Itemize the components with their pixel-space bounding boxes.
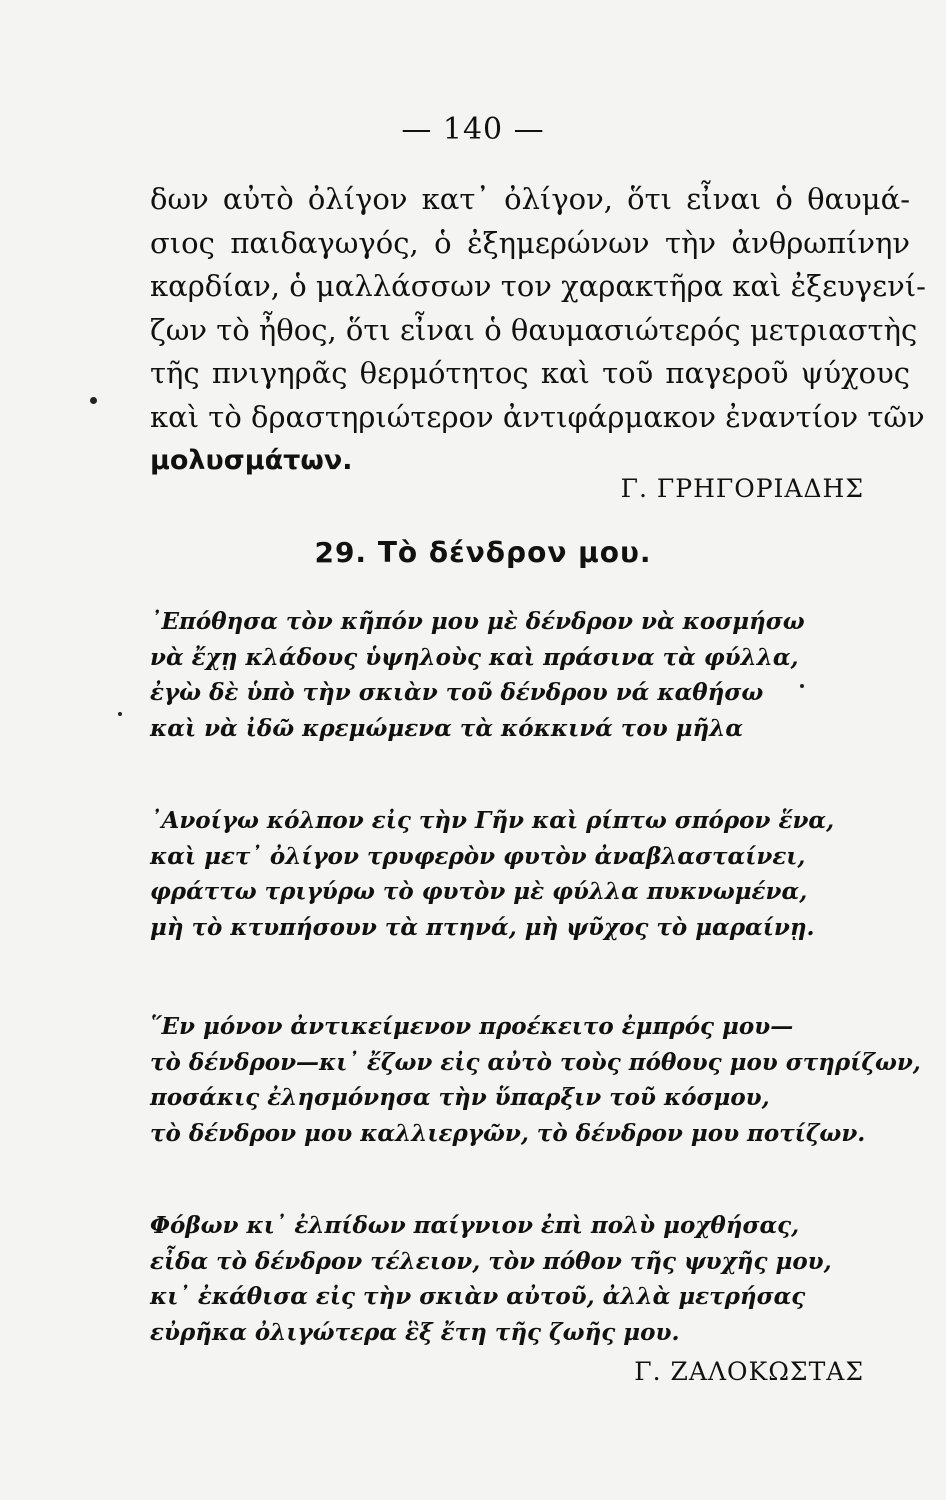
- poem-author: Γ. ΖΑΛΟΚΩΣΤΑΣ: [634, 1357, 864, 1386]
- verse-line: Φόβων κι᾽ ἐλπίδων παίγνιον ἐπὶ πολὺ μοχθήσας,: [150, 1212, 800, 1239]
- prose-line: μολυσμάτων.: [150, 445, 353, 476]
- verse-line: ἐγὼ δὲ ὑπὸ τὴν σκιὰν τοῦ δένδρου νά καθήσω: [150, 679, 764, 706]
- verse-line: καὶ μετ᾽ ὀλίγον τρυφερὸν φυτὸν ἀναβλασταίνει,: [150, 842, 806, 870]
- prose-line: τῆς πνιγηρᾶς θερμότητος καὶ τοῦ παγεροῦ ψύχους: [150, 356, 910, 390]
- verse-line: ποσάκις ἐλησμόνησα τὴν ὕπαρξιν τοῦ κόσμου,: [150, 1084, 770, 1111]
- ink-speck: [90, 397, 97, 404]
- poem-stanza: [150, 1208, 920, 1350]
- verse-line: μὴ τὸ κτυπήσουν τὰ πτηνά, μὴ ψῦχος τὸ μαραίνῃ.: [150, 913, 815, 941]
- verse-line: κι᾽ ἐκάθισα εἰς τὴν σκιὰν αὐτοῦ, ἀλλὰ μετρήσας: [150, 1283, 806, 1310]
- poem-stanza: [150, 604, 920, 746]
- prose-line: δων αὐτὸ ὀλίγον κατ᾽ ὀλίγον, ὅτι εἶναι ὁ θαυμά-: [150, 182, 910, 216]
- verse-line: τὸ δένδρον μου καλλιεργῶν, τὸ δένδρον μου ποτίζων.: [150, 1119, 866, 1147]
- verse-line: τὸ δένδρον—κι᾽ ἔζων εἰς αὐτὸ τοὺς πόθους μου στηρίζων,: [150, 1048, 921, 1076]
- prose-line: καὶ τὸ δραστηριώτερον ἀντιφάρμακον ἐναντίον τῶν: [150, 399, 925, 434]
- ink-speck: [800, 684, 804, 688]
- poem-stanza: [150, 1009, 920, 1151]
- verse-line: ῞Εν μόνον ἀντικείμενον προέκειτο ἐμπρός μου—: [150, 1013, 794, 1040]
- prose-line: ζων τὸ ἦθος, ὅτι εἶναι ὁ θαυμασιώτερός μετριαστὴς: [150, 312, 918, 347]
- poem-title: 29. Τὸ δένδρον μου.: [314, 536, 652, 569]
- verse-line: καὶ νὰ ἰδῶ κρεμώμενα τὰ κόκκινά του μῆλα: [150, 714, 744, 742]
- prose-line: σιος παιδαγωγός, ὁ ἐξημερώνων τὴν ἀνθρωπίνην: [150, 225, 910, 260]
- verse-line: ᾽Επόθησα τὸν κῆπόν μου μὲ δένδρον νὰ κοσμήσω: [150, 608, 805, 635]
- verse-line: εἶδα τὸ δένδρον τέλειον, τὸν πόθον τῆς ψυχῆς μου,: [150, 1247, 832, 1275]
- verse-line: εὐρῆκα ὀλιγώτερα ἓξ ἔτη τῆς ζωῆς μου.: [150, 1318, 680, 1346]
- verse-line: φράττω τριγύρω τὸ φυτὸν μὲ φύλλα πυκνωμένα,: [150, 878, 808, 905]
- prose-paragraph: [150, 178, 926, 483]
- verse-line: ᾽Ανοίγω κόλπον εἰς τὴν Γῆν καὶ ρίπτω σπόρον ἕνα,: [150, 807, 835, 834]
- prose-author: Γ. ΓΡΗΓΟΡΙΑΔΗΣ: [620, 474, 864, 503]
- verse-line: νὰ ἔχῃ κλάδους ὑψηλοὺς καὶ πράσινα τὰ φύλλα,: [150, 643, 799, 671]
- page-number: — 140 —: [401, 112, 545, 147]
- poem-stanza: [150, 803, 920, 945]
- ink-speck: [118, 712, 122, 716]
- prose-line: καρδίαν, ὁ μαλλάσσων τον χαρακτῆρα καὶ ἐξευγενί-: [150, 269, 926, 303]
